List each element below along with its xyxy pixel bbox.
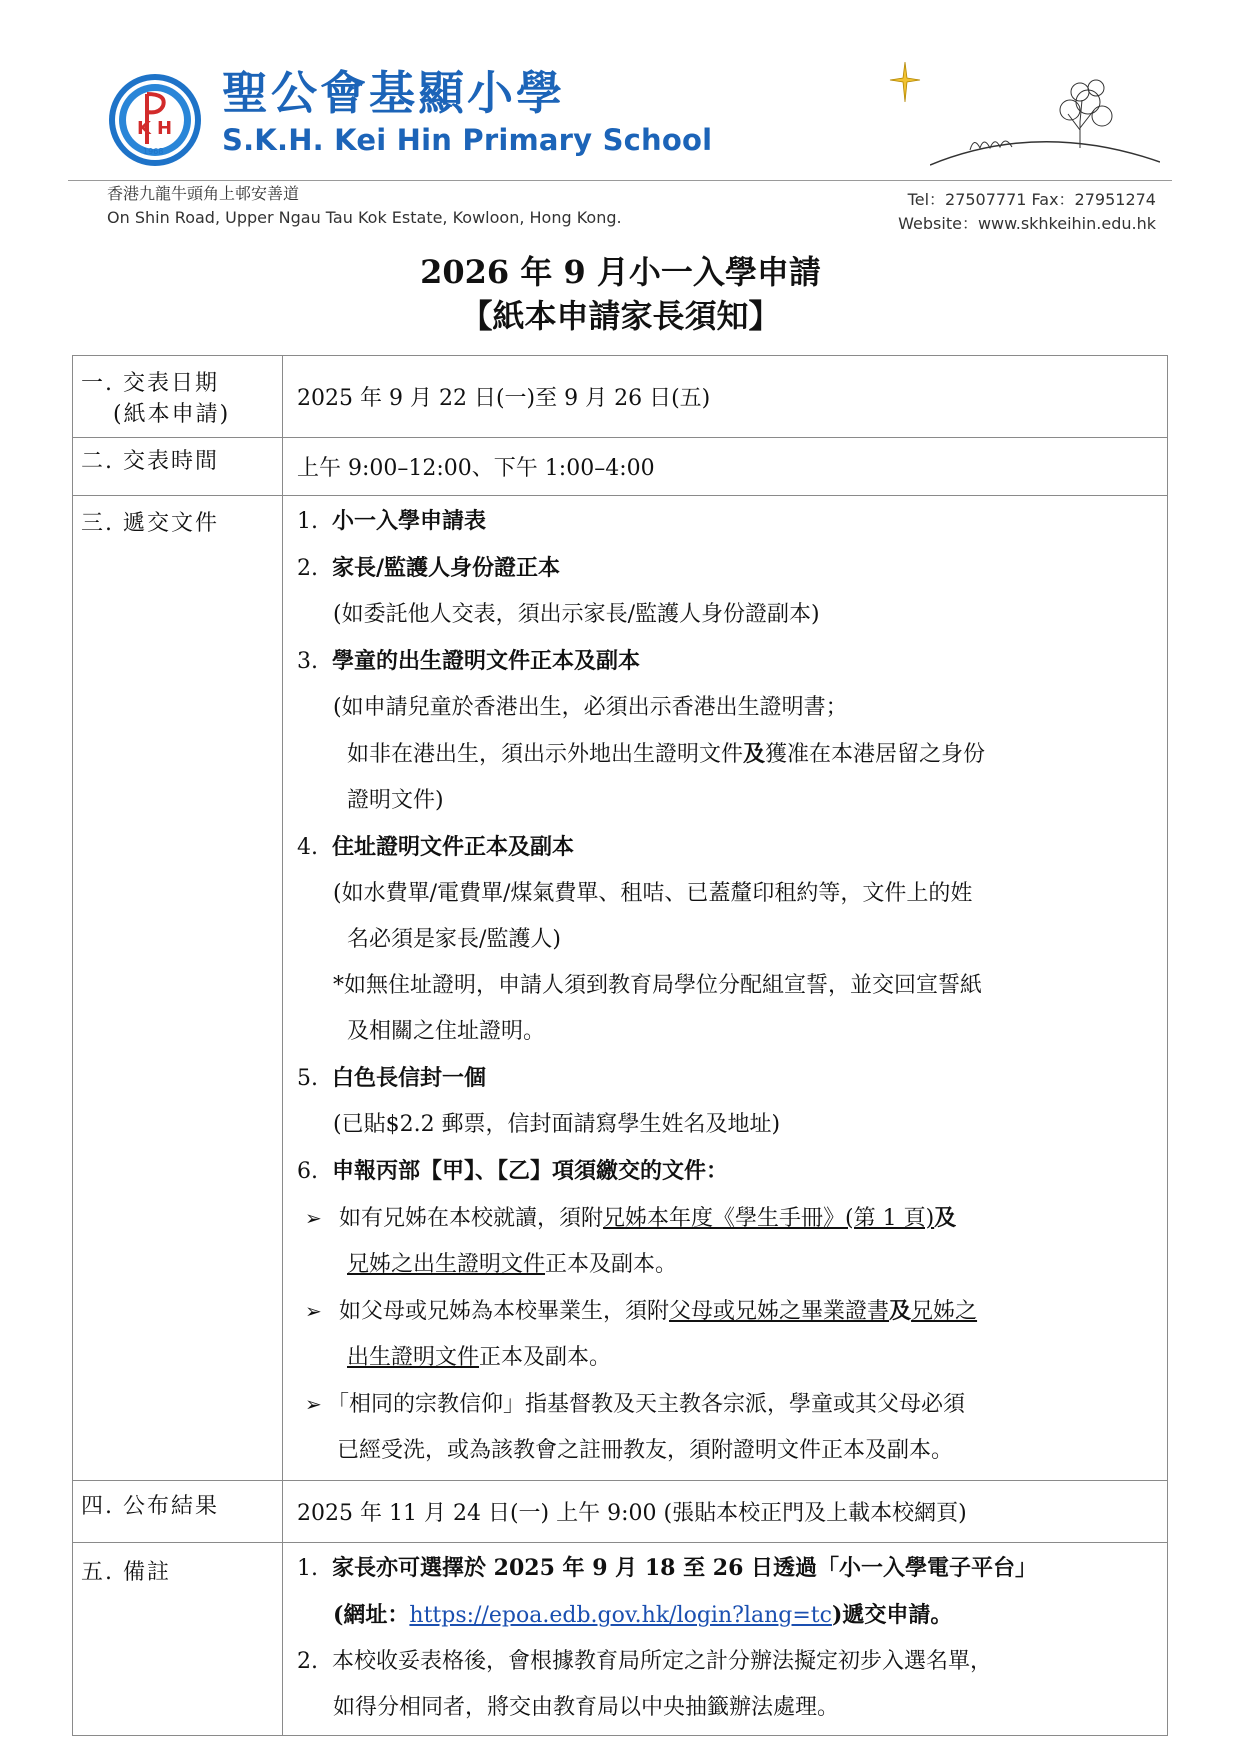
note-text: 如非在港出生，須出示外地出生證明文件 [347, 742, 744, 767]
bullet-text: 如有兄姊在本校就讀，須附 [339, 1206, 604, 1231]
results-value: 2025 年 11 月 24 日(一) 上午 9:00 (張貼本校正門及上載本校網頁) [297, 1501, 967, 1526]
item-text: 本校收妥表格後，會根據教育局所定之計分辦法擬定初步入選名單， [332, 1649, 993, 1674]
item-text: 家長/監護人身份證正本 [332, 555, 561, 581]
row-value [283, 1543, 1168, 1736]
item-continuation [297, 1592, 1157, 1639]
row-label-line: 一. 交表日期 [81, 371, 219, 396]
list-item [297, 1148, 1157, 1195]
list-item [297, 1545, 1157, 1592]
table-row-remarks [73, 1543, 1168, 1736]
list-item [297, 824, 1157, 871]
bullet-continuation: 已經受洗，或為該教會之註冊教友，須附證明文件正本及副本。 [337, 1438, 954, 1463]
svg-text:1968: 1968 [143, 147, 164, 156]
table-row-submission-time [73, 438, 1168, 496]
website: Website：www.skhkeihin.edu.hk [898, 214, 1156, 233]
address-english: On Shin Road, Upper Ngau Tau Kok Estate, Kowloon, Hong Kong. [107, 208, 622, 227]
item-note: (已貼$2.2 郵票，信封面請寫學生姓名及地址) [333, 1112, 781, 1137]
bullet-underlined: 兄姊之 [911, 1299, 978, 1324]
school-name-english: S.K.H. Kei Hin Primary School [222, 123, 713, 157]
item-text: 學童的出生證明文件正本及副本 [332, 648, 641, 674]
item-note [297, 731, 1157, 778]
document-title: 2026 年 9 月小一入學申請 [420, 253, 821, 291]
row-label-line: (紙本申請) [113, 402, 231, 427]
item-text: 住址證明文件正本及副本 [332, 834, 575, 860]
item-number: 6. [297, 1159, 318, 1184]
note-emphasis: 及 [743, 741, 766, 767]
item-text: 申報丙部【甲】、【乙】項須繳交的文件： [332, 1158, 729, 1184]
row-value [283, 496, 1168, 1481]
item-note: 證明文件) [347, 788, 444, 813]
bullet-text: 正本及副本。 [545, 1252, 678, 1277]
note-text: 獲准在本港居留之身份 [765, 742, 986, 767]
tel-fax: Tel：27507771 Fax：27951274 [907, 190, 1156, 209]
bullet-underlined: 兄姊之出生證明文件 [347, 1252, 546, 1277]
row-label: 五. 備註 [73, 1543, 283, 1736]
item-note: (如申請兒童於香港出生，必須出示香港出生證明書； [333, 695, 848, 720]
item-text: 白色長信封一個 [332, 1065, 487, 1091]
item-continuation: 如得分相同者，將交由教育局以中央抽籤辦法處理。 [333, 1695, 840, 1720]
item-note: (如委託他人交表，須出示家長/監護人身份證副本) [333, 602, 820, 627]
item-text: )遞交申請。 [831, 1602, 953, 1628]
item-text: 小一入學申請表 [332, 508, 487, 534]
star-icon [888, 60, 922, 104]
bullet-underlined: 出生證明文件 [347, 1345, 480, 1370]
item-number: 5. [297, 1066, 318, 1091]
item-number: 1. [297, 1556, 318, 1581]
item-number: 3. [297, 649, 318, 674]
row-label: 二. 交表時間 [73, 438, 283, 496]
list-item [297, 1639, 1157, 1685]
item-text: 家長亦可選擇於 2025 年 9 月 18 至 26 日透過「小一入學電子平台」 [332, 1555, 1038, 1581]
arrow-bullet-icon: ➢ [305, 1206, 322, 1230]
item-note: (如水費單/電費單/煤氣費單、租咭、已蓋釐印租約等，文件上的姓 [333, 881, 973, 906]
application-info-table [72, 355, 1168, 1736]
list-item [297, 1055, 1157, 1102]
school-logo [107, 72, 203, 168]
row-value [283, 356, 1168, 438]
list-item [297, 545, 1157, 592]
item-note: 名必須是家長/監護人) [347, 927, 561, 952]
row-label: 四. 公布結果 [73, 1481, 283, 1543]
item-text: (網址： [333, 1602, 410, 1628]
address-chinese: 香港九龍牛頭角上邨安善道 [107, 184, 300, 203]
table-row-documents [73, 496, 1168, 1481]
item-number: 2. [297, 1649, 318, 1674]
submission-date-value: 2025 年 9 月 22 日(一)至 9 月 26 日(五) [297, 386, 711, 411]
bullet-text: 正本及副本。 [479, 1345, 612, 1370]
table-row-submission-date [73, 356, 1168, 438]
bullet-text: 如父母或兄姊為本校畢業生，須附 [339, 1299, 670, 1324]
item-number: 4. [297, 835, 318, 860]
row-value [283, 438, 1168, 496]
document-subtitle: 【紙本申請家長須知】 [460, 297, 781, 335]
bullet-emphasis: 及 [934, 1205, 957, 1231]
arrow-bullet-icon: ➢ [305, 1299, 322, 1323]
item-number: 1. [297, 509, 318, 534]
svg-text:H: H [157, 118, 173, 139]
bullet-item [297, 1288, 1157, 1335]
item-note: *如無住址證明，申請人須到教育局學位分配組宣誓，並交回宣誓紙 [333, 973, 983, 998]
list-item [297, 498, 1157, 545]
bullet-item [297, 1381, 1157, 1428]
list-item [297, 638, 1157, 685]
bullet-continuation [297, 1242, 1157, 1288]
epoa-link[interactable]: https://epoa.edb.gov.hk/login?lang=tc [409, 1603, 832, 1628]
header-divider [68, 180, 1172, 181]
bullet-emphasis: 及 [889, 1298, 912, 1324]
school-name-chinese: 聖公會基顯小學 [222, 66, 565, 120]
row-value [283, 1481, 1168, 1543]
row-label [73, 356, 283, 438]
bullet-underlined: 父母或兄姊之畢業證書 [669, 1299, 890, 1324]
bullet-continuation [297, 1335, 1157, 1381]
item-note: 及相關之住址證明。 [347, 1019, 546, 1044]
submission-time-value: 上午 9:00–12:00、下午 1:00–4:00 [297, 456, 655, 481]
row-label: 三. 遞交文件 [73, 496, 283, 1481]
hill-and-tree-illustration [930, 70, 1160, 190]
item-number: 2. [297, 556, 318, 581]
bullet-item [297, 1195, 1157, 1242]
table-row-results [73, 1481, 1168, 1543]
arrow-bullet-icon: ➢ [305, 1392, 322, 1416]
bullet-underlined: 兄姊本年度《學生手冊》(第 1 頁) [603, 1206, 935, 1231]
bullet-text: 「相同的宗教信仰」指基督教及天主教各宗派，學童或其父母必須 [327, 1392, 966, 1417]
svg-text:K: K [137, 118, 151, 139]
